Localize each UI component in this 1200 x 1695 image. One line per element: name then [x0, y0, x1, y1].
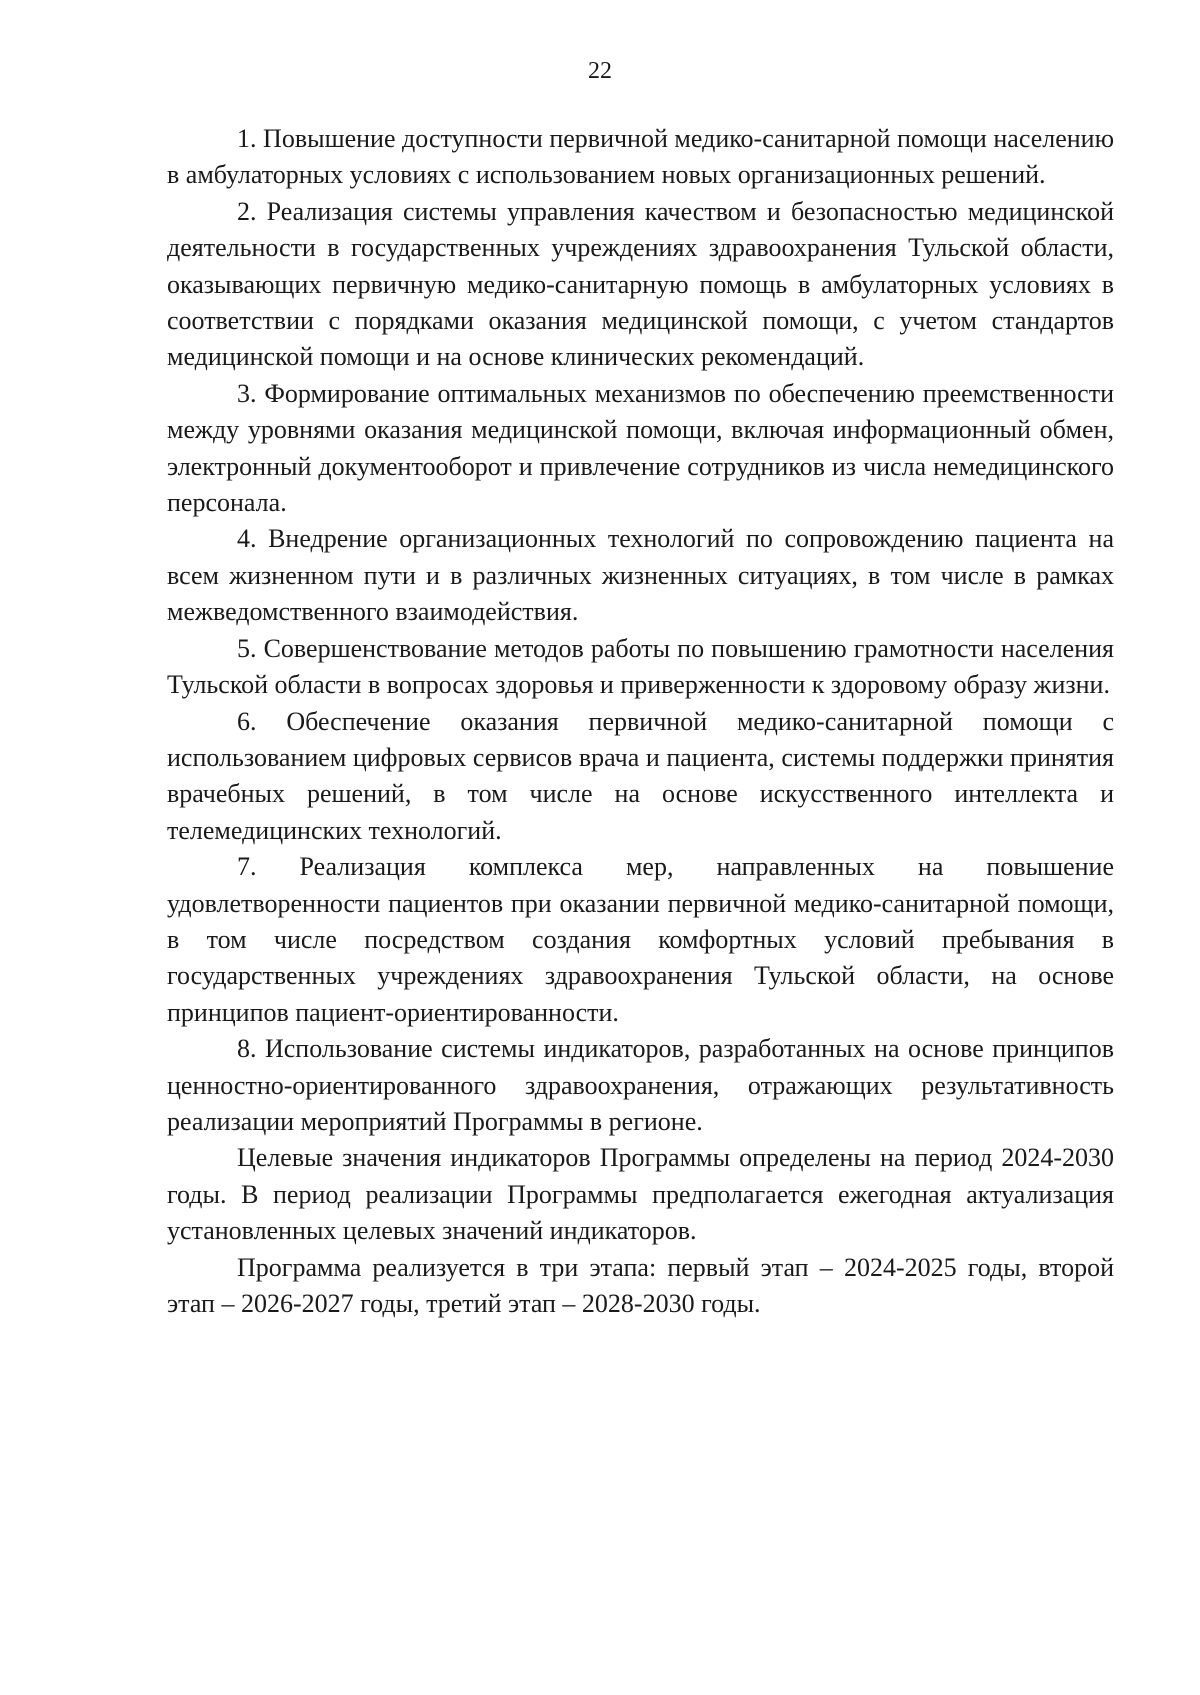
paragraph-item-4: 4. Внедрение организационных технологий по сопровождению пациента на всем жизненном пути и в различных жизненных ситуациях, в том числе в рамках межведомственного взаимодействия. [167, 524, 1114, 627]
paragraph-item-2: 2. Реализация системы управления качеством и безопасностью медицинской деятельности в государственных учреждениях здравоохранения Тульской области, оказывающих первичную медико-санитарную помощь в амбулаторных условиях в соответствии с порядками оказания медицинской помощи, с учетом стандартов медицинской помощи и на основе клинических рекомендаций. [167, 196, 1114, 372]
paragraph-stages: Программа реализуется в три этапа: первый этап – 2024-2025 годы, второй этап – 2026-2027 годы, третий этап – 2028-2030 годы. [167, 1252, 1114, 1318]
paragraph-item-5: 5. Совершенствование методов работы по повышению грамотности населения Тульской области в вопросах здоровья и приверженности к здоровому образу жизни. [167, 633, 1114, 700]
page-number: 22 [588, 58, 612, 84]
paragraph-item-8: 8. Использование системы индикаторов, разработанных на основе принципов ценностно-ориентированного здравоохранения, отражающих результативность реализации мероприятий Программы в регионе. [167, 1034, 1114, 1136]
document-body [167, 121, 1114, 1322]
paragraph-target-values: Целевые значения индикаторов Программы определены на период 2024-2030 годы. В период реализации Программы предполагается ежегодная актуализация установленных целевых значений индикаторов. [167, 1143, 1114, 1246]
paragraph-item-6: 6. Обеспечение оказания первичной медико-санитарной помощи с использованием цифровых сервисов врача и пациента, системы поддержки принятия врачебных решений, в том числе на основе искусственного интеллекта и телемедицинских технологий. [167, 706, 1114, 845]
paragraph-item-3: 3. Формирование оптимальных механизмов по обеспечению преемственности между уровнями оказания медицинской помощи, включая информационный обмен, электронный документооборот и привлечение сотрудников из числа немедицинского персонала. [167, 378, 1114, 518]
paragraph-item-1: 1. Повышение доступности первичной медико-санитарной помощи населению в амбулаторных условиях с использованием новых организационных решений. [167, 124, 1114, 190]
paragraph-item-7: 7. Реализация комплекса мер, направленных на повышение удовлетворенности пациентов при оказании первичной медико-санитарной помощи, в том числе посредством создания комфортных условий пребывания в государственных учреждениях здравоохранения Тульской области, на основе принципов пациент-ориентированности. [167, 852, 1114, 1027]
